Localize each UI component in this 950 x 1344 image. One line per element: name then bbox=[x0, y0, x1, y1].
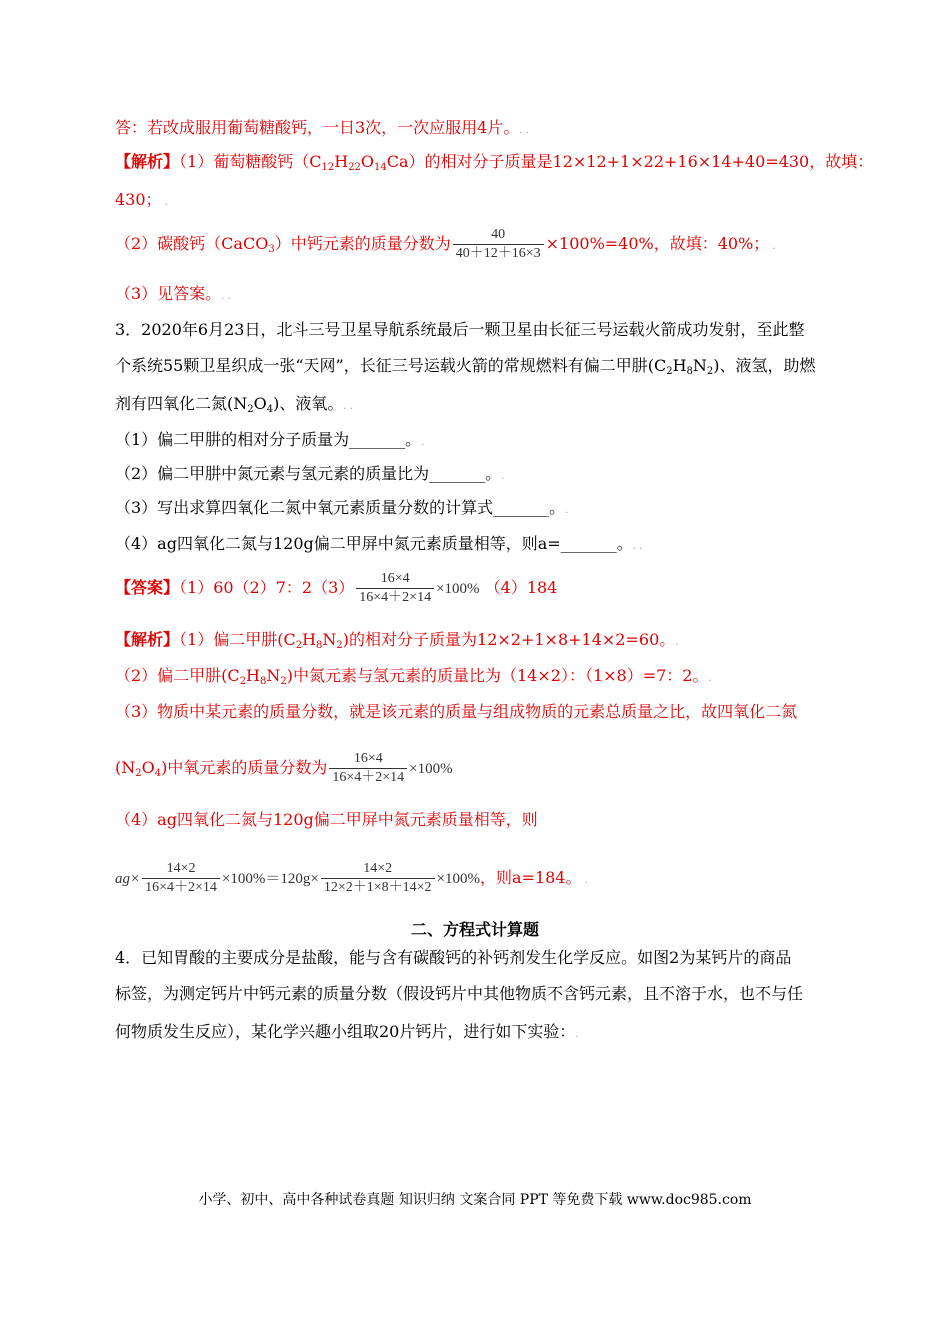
fraction-oxygen: $\frac{16\times 4}{16\times 4+2\times 14}$ bbox=[356, 570, 434, 607]
q3-sub1: （1）偏二甲肼的相对分子质量为_______。. bbox=[115, 430, 425, 449]
fraction-n-in-c2h8n2: $\frac{14\times 2}{12\times 2+1\times 8+14\times 2}$ bbox=[321, 860, 435, 897]
analysis-q3-3: （3）物质中某元素的质量分数，就是该元素的质量与组成物质的元素总质量之比，故四氧化二氮 bbox=[115, 702, 798, 721]
analysis-2: （2）碳酸钙（CaCO$_3$）中钙元素的质量分数为 $\frac{40}{40+12+16\times 3}$ ×100%=40%，故填：40%； . bbox=[115, 227, 776, 261]
section-heading: 二、方程式计算题 bbox=[410, 920, 539, 939]
analysis-q3-equation: ag× $\frac{14\times 2}{16\times 4+2\times 14}$ ×100%＝120g× $\frac{14\times 2}{12\times 2+1\times 8+14\times 2}$ ×100%，则a=184。 . bbox=[115, 861, 588, 895]
q3-sub4: （4）ag四氧化二氮与120g偏二甲屏中氮元素质量相等，则a=_______。. . bbox=[115, 534, 643, 553]
q4-line1: 4．已知胃酸的主要成分是盐酸，能与含有碳酸钙的补钙剂发生化学反应。如图2为某钙片的商品 bbox=[115, 948, 792, 967]
q3-line3: 剂有四氧化二氮$(N_2O_4)$、液氧。. . bbox=[115, 394, 353, 415]
fraction-calcium: $\frac{40}{40+12+16\times 3}$ bbox=[453, 226, 544, 263]
fraction-n-in-n2o4: $\frac{14\times 2}{16\times 4+2\times 14}$ bbox=[142, 860, 220, 897]
answer-3: 【答案】（1）60（2）7：2（3） $\frac{16\times 4}{16\times 4+2\times 14}$ ×100% （4）184 bbox=[115, 571, 558, 605]
footer: 小学、初中、高中各种试卷真题 知识归纳 文案合同 PPT 等免费下载 www.doc985.com bbox=[198, 1192, 752, 1208]
q3-sub2: （2）偏二甲肼中氮元素与氢元素的质量比为_______。. bbox=[115, 464, 505, 483]
q3-line2: 个系统55颗卫星织成一张“天网”，长征三号运载火箭的常规燃料有偏二甲肼$(C_2H_8N_2)$、液氢，助燃 bbox=[115, 356, 816, 377]
q3-sub3: （3）写出求算四氧化二氮中氧元素质量分数的计算式_______。. bbox=[115, 498, 569, 517]
analysis-3: （3）见答案。. . bbox=[115, 284, 231, 303]
answer-tag: 【答案】 bbox=[115, 578, 180, 597]
analysis-q3-1: 【解析】（1）偏二甲肼$(C_2H_8N_2)$的相对分子质量为12×2+1×8+14×2=60。. bbox=[115, 630, 679, 651]
q3-line1: 3．2020年6月23日，北斗三号卫星导航系统最后一颗卫星由长征三号运载火箭成功发射，至此整 bbox=[115, 320, 805, 339]
analysis-q3-2: （2）偏二甲肼$(C_2H_8N_2)$中氮元素与氢元素的质量比为（14×2）：（1×8）=7：2。. bbox=[115, 666, 712, 687]
analysis-q3-4: $(N_2O_4)$中氧元素的质量分数为 $\frac{16\times 4}{16\times 4+2\times 14}$ ×100% bbox=[115, 751, 453, 785]
analysis-tag: 【解析】 bbox=[115, 152, 180, 171]
analysis-q3-5: （4）ag四氧化二氮与120g偏二甲屏中氮元素质量相等，则 bbox=[115, 810, 538, 829]
answer-line: 答：若改成服用葡萄糖酸钙，一日3次，一次应服用4片。. . bbox=[115, 118, 529, 137]
q4-line2: 标签，为测定钙片中钙元素的质量分数（假设钙片中其他物质不含钙元素，且不溶于水，也不与任 bbox=[115, 984, 804, 1003]
analysis-1-cont: 430； . bbox=[115, 190, 168, 209]
q4-line3: 何物质发生反应），某化学兴趣小组取20片钙片，进行如下实验：. bbox=[115, 1022, 579, 1041]
fraction-oxygen-analysis: $\frac{16\times 4}{16\times 4+2\times 14}$ bbox=[329, 750, 407, 787]
analysis-1: 【解析】（1）葡萄糖酸钙$(C_{12}H_{22}O_{14}Ca)$的相对分子质量是12×12+1×22+16×14+40=430，故填： bbox=[115, 152, 874, 173]
